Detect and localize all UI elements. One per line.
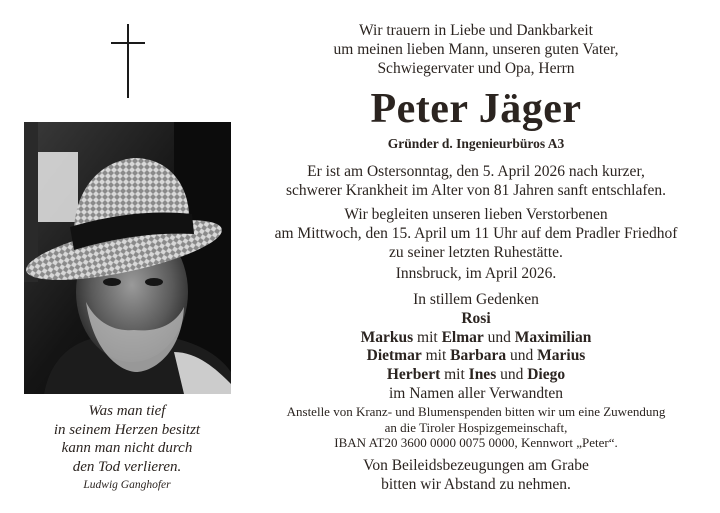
- connector-word: mit: [444, 366, 465, 384]
- death-notice: [250, 162, 702, 200]
- family-member: Markus: [360, 328, 414, 346]
- funeral-info: [250, 205, 702, 262]
- donation-line: Anstelle von Kranz- und Blumenspenden bitten wir um eine Zuwendung: [286, 404, 666, 419]
- quote-line: Was man tief: [88, 403, 166, 419]
- place-date: Innsbruck, im April 2026.: [395, 265, 557, 282]
- family-member: Rosi: [461, 310, 491, 327]
- quote-line: kann man nicht durch: [61, 440, 193, 456]
- donation-request: [250, 404, 702, 451]
- family-line: [250, 329, 702, 348]
- closing-note: [250, 457, 702, 494]
- connector-word: und: [500, 366, 524, 384]
- relatives-line: im Namen aller Verwandten: [388, 384, 564, 402]
- quote: [14, 402, 240, 476]
- family-member: Elmar: [441, 328, 484, 346]
- donation-line: an die Tiroler Hospizgemeinschaft,: [384, 419, 568, 435]
- deceased-title: Gründer d. Ingenieurbüros A3: [387, 136, 565, 151]
- family-line: [250, 347, 702, 366]
- quote-line: in seinem Herzen besitzt: [53, 421, 201, 438]
- family-member: Barbara: [450, 347, 507, 365]
- deceased-name: Peter Jäger: [370, 86, 582, 132]
- family-member: Herbert: [386, 366, 441, 384]
- closing-line: Von Beileidsbezeugungen am Grabe: [363, 457, 589, 474]
- family-member: Marius: [537, 347, 586, 365]
- funeral-line: Wir begleiten unseren lieben Verstorbenen: [344, 206, 608, 223]
- connector-word: mit: [425, 347, 447, 365]
- quote-author: Ludwig Ganghofer: [83, 479, 171, 491]
- family-member: Maximilian: [514, 328, 592, 346]
- family-member: Dietmar: [366, 347, 422, 365]
- connector-word: und: [487, 328, 511, 346]
- intro-line: um meinen lieben Mann, unseren guten Vater,: [333, 41, 619, 58]
- family-line: [250, 310, 702, 329]
- closing-line: bitten wir Abstand zu nehmen.: [381, 475, 571, 493]
- family-line: [250, 366, 702, 385]
- funeral-line: zu seiner letzten Ruhestätte.: [389, 244, 563, 261]
- connector-word: mit: [417, 328, 438, 346]
- intro-text: [250, 21, 702, 78]
- death-line: schwerer Krankheit im Alter von 81 Jahren sanft entschlafen.: [285, 182, 667, 199]
- intro-line: Wir trauern in Liebe und Dankbarkeit: [359, 22, 593, 39]
- in-memory-heading: In stillem Gedenken: [413, 291, 539, 308]
- portrait-photo: [24, 122, 231, 394]
- quote-line: den Tod verlieren.: [72, 458, 182, 475]
- death-line: Er ist am Ostersonntag, den 5. April 2026 nach kurzer,: [307, 163, 645, 180]
- donation-line: IBAN AT20 3600 0000 0075 0000, Kennwort „Peter“.: [334, 435, 618, 450]
- intro-line: Schwiegervater und Opa, Herrn: [377, 60, 575, 77]
- family-member: Diego: [527, 366, 566, 384]
- cross-icon: [111, 24, 145, 98]
- connector-word: und: [510, 347, 534, 365]
- funeral-line: am Mittwoch, den 15. April um 11 Uhr auf dem Pradler Friedhof: [274, 225, 678, 242]
- family-member: Ines: [468, 366, 497, 384]
- family-list: [250, 310, 702, 404]
